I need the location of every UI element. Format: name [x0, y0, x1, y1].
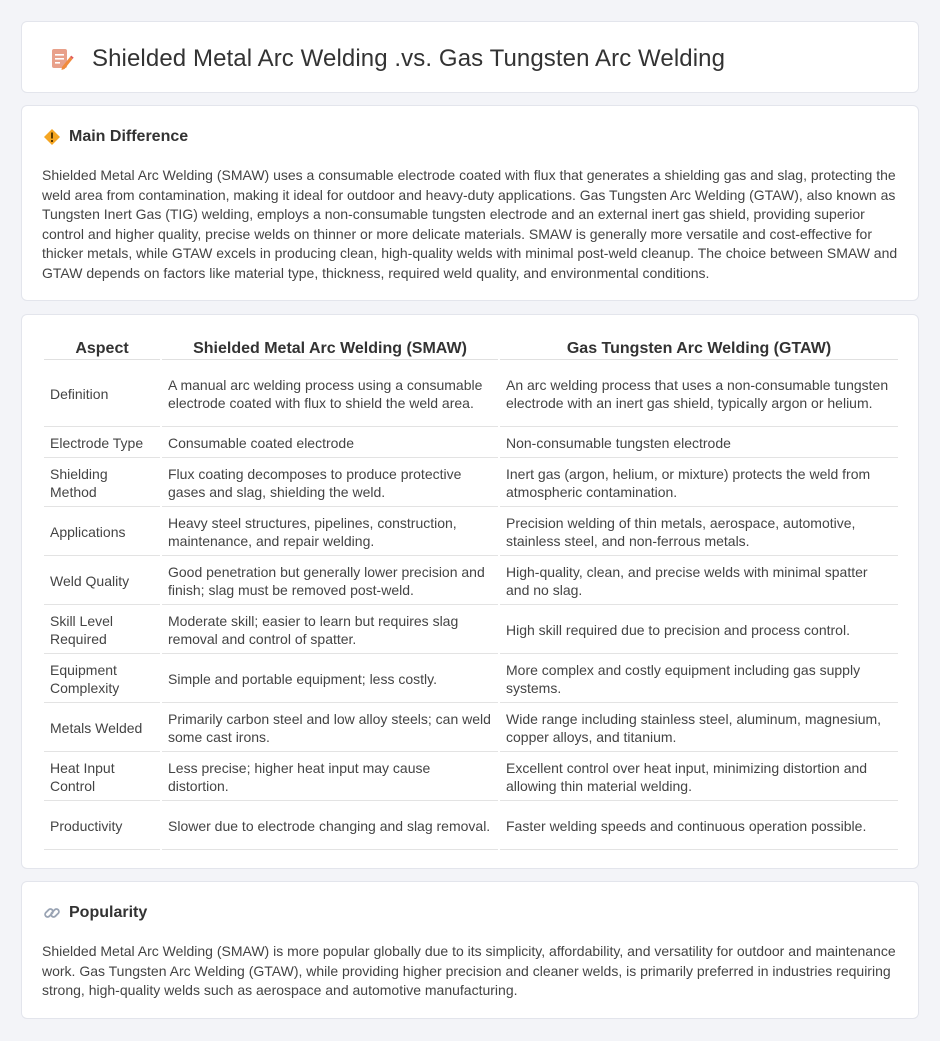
main-difference-section [21, 105, 919, 301]
table-row [44, 705, 898, 752]
table-header-row [44, 335, 898, 360]
row-gtaw: An arc welding process that uses a non-consumable tungsten electrode with an inert gas shield, typically argon or helium. [500, 362, 898, 427]
popularity-heading: Popularity [69, 904, 148, 921]
row-smaw: Less precise; higher heat input may cause distortion. [162, 754, 498, 801]
comparison-table [42, 333, 900, 852]
comparison-section [21, 314, 919, 869]
table-row [44, 754, 898, 801]
table-row [44, 803, 898, 850]
table-row [44, 558, 898, 605]
row-gtaw: Wide range including stainless steel, aluminum, magnesium, copper alloys, and titanium. [500, 705, 898, 752]
row-aspect: Weld Quality [44, 558, 160, 605]
row-smaw: Consumable coated electrode [162, 429, 498, 458]
row-smaw: Flux coating decomposes to produce protective gases and slag, shielding the weld. [162, 460, 498, 507]
row-smaw: Slower due to electrode changing and slag removal. [162, 803, 498, 850]
main-difference-text: Shielded Metal Arc Welding (SMAW) uses a consumable electrode coated with flux that generates a shielding gas and slag, protecting the weld area from contamination, making it ideal for outdoor and heavy-duty applications. Gas Tungsten Arc Welding (GTAW), also known as Tungsten Inert Gas (TIG) welding, employs a non-consumable tungsten electrode and an external inert gas shield, providing superior control and higher quality, precise welds on thinner or more delicate materials. SMAW is generally more versatile and cost-effective for thicker metals, while GTAW excels in producing clean, high-quality welds with minimal post-weld cleanup. The choice between SMAW and GTAW depends on factors like material type, thickness, required weld quality, and environmental conditions. [42, 167, 898, 281]
title-card [21, 21, 919, 93]
row-aspect: Shielding Method [44, 460, 160, 507]
row-smaw: Primarily carbon steel and low alloy steels; can weld some cast irons. [162, 705, 498, 752]
table-row [44, 607, 898, 654]
table-row [44, 509, 898, 556]
row-aspect: Skill Level Required [44, 607, 160, 654]
row-gtaw: Non-consumable tungsten electrode [500, 429, 898, 458]
document-pencil-icon [48, 46, 74, 72]
row-smaw: Moderate skill; easier to learn but requires slag removal and control of spatter. [162, 607, 498, 654]
link-icon [43, 904, 61, 922]
row-aspect: Applications [44, 509, 160, 556]
row-gtaw: More complex and costly equipment including gas supply systems. [500, 656, 898, 703]
row-smaw: Simple and portable equipment; less costly. [162, 656, 498, 703]
page-title: Shielded Metal Arc Welding .vs. Gas Tungsten Arc Welding [92, 45, 726, 72]
row-aspect: Electrode Type [44, 429, 160, 458]
row-aspect: Equipment Complexity [44, 656, 160, 703]
row-gtaw: Inert gas (argon, helium, or mixture) protects the weld from atmospheric contamination. [500, 460, 898, 507]
row-gtaw: High-quality, clean, and precise welds with minimal spatter and no slag. [500, 558, 898, 605]
row-aspect: Definition [44, 362, 160, 427]
main-difference-heading: Main Difference [69, 128, 189, 145]
table-row [44, 460, 898, 507]
row-aspect: Productivity [44, 803, 160, 850]
header-aspect: Aspect [44, 335, 160, 360]
header-smaw: Shielded Metal Arc Welding (SMAW) [162, 335, 498, 360]
row-gtaw: Excellent control over heat input, minimizing distortion and allowing thin material welding. [500, 754, 898, 801]
table-row [44, 656, 898, 703]
table-row [44, 362, 898, 427]
popularity-section [21, 881, 919, 1019]
row-gtaw: Precision welding of thin metals, aerospace, automotive, stainless steel, and non-ferrous metals. [500, 509, 898, 556]
table-row [44, 429, 898, 458]
diamond-warning-icon [43, 128, 61, 146]
row-aspect: Heat Input Control [44, 754, 160, 801]
row-gtaw: Faster welding speeds and continuous operation possible. [500, 803, 898, 850]
row-smaw: Good penetration but generally lower precision and finish; slag must be removed post-weld. [162, 558, 498, 605]
row-smaw: A manual arc welding process using a consumable electrode coated with flux to shield the weld area. [162, 362, 498, 427]
header-gtaw: Gas Tungsten Arc Welding (GTAW) [500, 335, 898, 360]
row-gtaw: High skill required due to precision and process control. [500, 607, 898, 654]
popularity-text: Shielded Metal Arc Welding (SMAW) is more popular globally due to its simplicity, affordability, and versatility for outdoor and maintenance work. Gas Tungsten Arc Welding (GTAW), while providing higher precision and cleaner welds, is primarily preferred in industries requiring strong, high-quality welds such as aerospace and automotive manufacturing. [42, 943, 896, 998]
row-aspect: Metals Welded [44, 705, 160, 752]
row-smaw: Heavy steel structures, pipelines, construction, maintenance, and repair welding. [162, 509, 498, 556]
